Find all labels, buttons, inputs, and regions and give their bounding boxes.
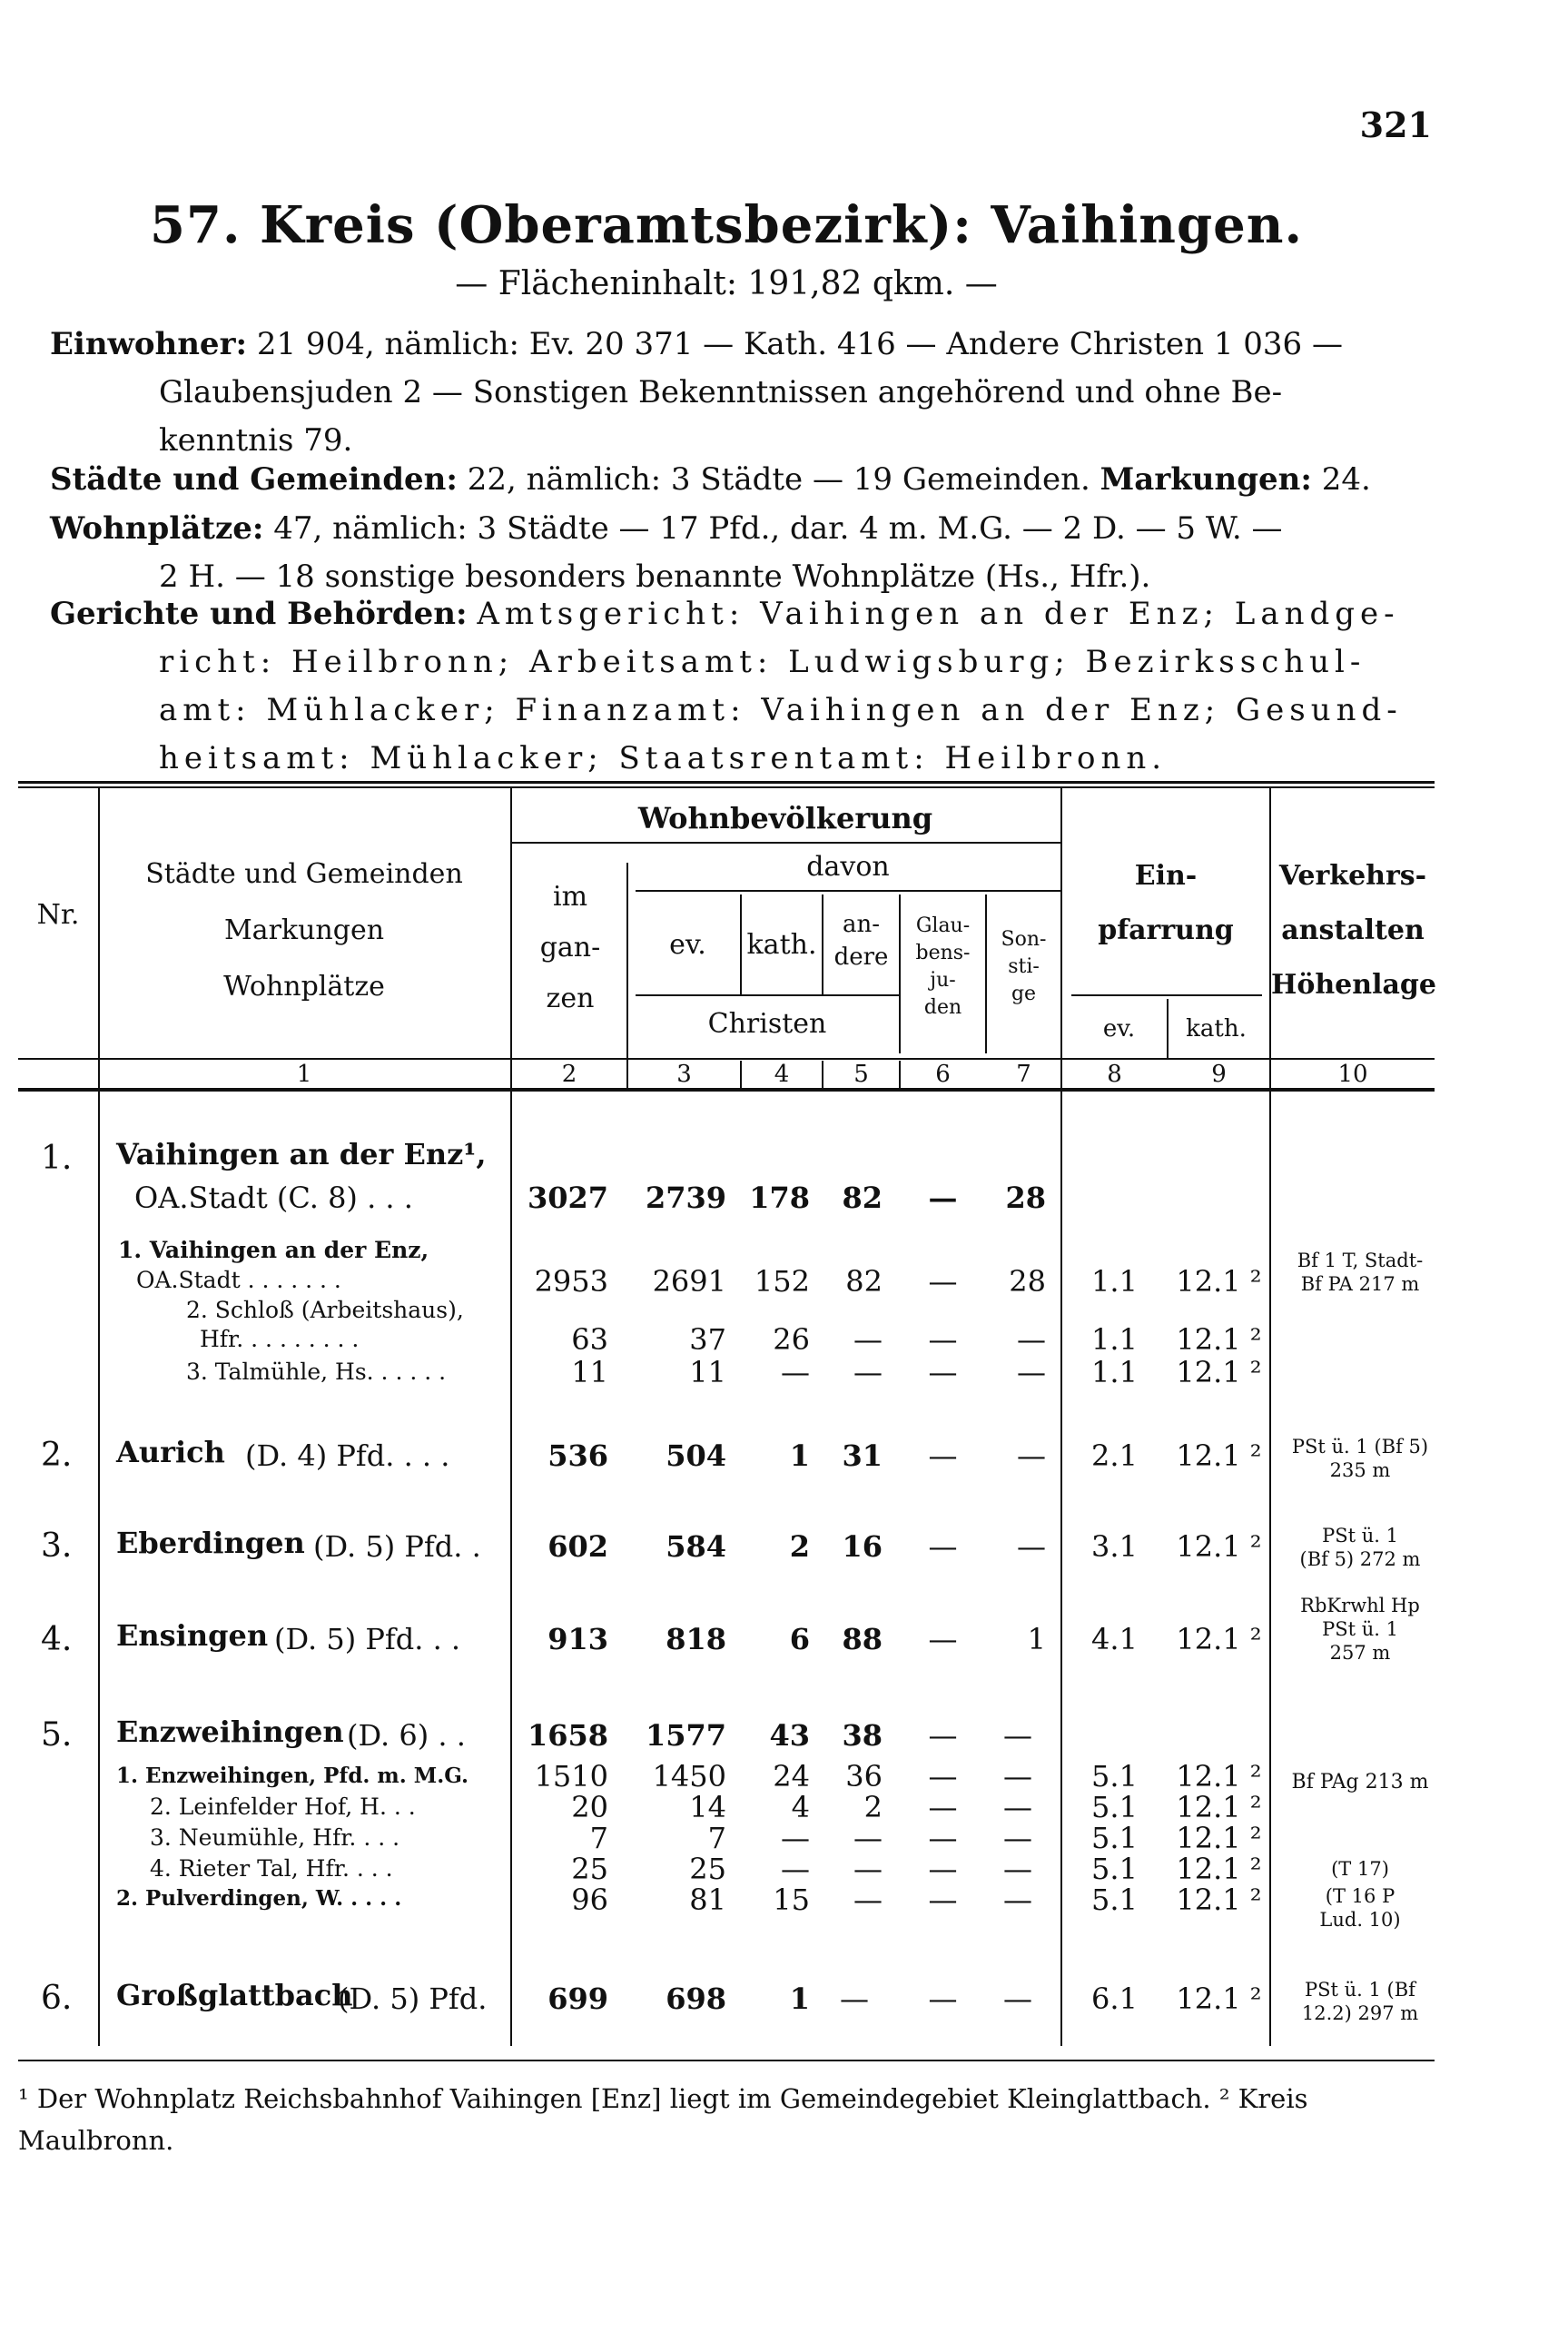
row-kath: 1: [789, 1438, 810, 1473]
header-davon: davon: [806, 851, 890, 883]
row-nr: 1.: [41, 1140, 73, 1177]
row-name: 1. Enzweihingen, Pfd. m. M.G.: [116, 1764, 469, 1788]
vline-sonst: [1060, 788, 1062, 2046]
row-juden: —: [928, 1322, 958, 1357]
row-ev: 698: [666, 1981, 726, 2016]
header-sonst-b: sti-: [1008, 955, 1040, 978]
header-einpf-b: pfarrung: [1098, 914, 1234, 946]
row-pf-kath: 12.1 ²: [1176, 1438, 1262, 1473]
row-sonst: —: [1003, 1790, 1032, 1824]
row-verk: (T 16 P: [1325, 1885, 1395, 1907]
header-ev: ev.: [669, 929, 706, 961]
row-kath: 4: [791, 1790, 810, 1824]
header-verk-c: Höhenlage: [1271, 969, 1436, 1001]
row-name: 4. Rieter Tal, Hfr. . . .: [150, 1855, 393, 1882]
header-col1: [100, 846, 508, 1015]
row-verk2: Bf PA 217 m: [1300, 1273, 1420, 1295]
row-sonst: —: [1017, 1322, 1046, 1357]
colnum-2: 2: [561, 1061, 577, 1088]
row-pf-kath: 12.1 ²: [1176, 1981, 1262, 2016]
row-andere: —: [853, 1355, 883, 1389]
colnum-9: 9: [1211, 1061, 1227, 1088]
row-pf-ev: 5.1: [1091, 1759, 1138, 1794]
row-andere: —: [853, 1821, 883, 1855]
row-verk: RbKrwhl Hp: [1300, 1595, 1420, 1616]
row-verk2: 235 m: [1329, 1459, 1391, 1481]
row-verk: Bf 1 T, Stadt-: [1297, 1250, 1424, 1271]
row-andere: 82: [842, 1181, 883, 1215]
staedte-paragraph: [50, 456, 1412, 504]
einwohner-line1: 21 904, nämlich: Ev. 20 371 — Kath. 416 — Andere Christen 1 036 —: [256, 326, 1343, 362]
row-sonst: —: [1017, 1355, 1046, 1389]
row-juden: —: [928, 1438, 958, 1473]
row-pf-ev: 1.1: [1091, 1322, 1138, 1357]
row-total: 20: [571, 1790, 608, 1824]
row-kath: 26: [773, 1322, 810, 1357]
row-name2: (D. 5) Pfd. .: [313, 1529, 481, 1564]
header-christen: Christen: [707, 1008, 827, 1040]
row-name: Enzweihingen: [116, 1715, 344, 1749]
row-verk: (T 17): [1331, 1858, 1389, 1880]
row-name2: (D. 5) Pfd. . .: [274, 1622, 461, 1656]
row-name: 2. Schloß (Arbeitshaus),: [186, 1297, 464, 1323]
einwohner-line2: Glaubensjuden 2 — Sonstigen Bekenntnissen angehörend und ohne Be-: [159, 374, 1283, 410]
row-ev: 81: [689, 1883, 726, 1917]
christen-top-rule: [636, 994, 899, 996]
row-verk2: PSt ü. 1: [1322, 1618, 1398, 1640]
row-verk: PSt ü. 1: [1322, 1525, 1398, 1547]
header-andere-b: dere: [833, 944, 889, 971]
row-nr: 3.: [41, 1527, 73, 1565]
row-name: 3. Talmühle, Hs. . . . . .: [186, 1359, 447, 1385]
row-juden: —: [928, 1883, 958, 1917]
row-total: 536: [547, 1438, 608, 1473]
row-ev: 2691: [652, 1264, 726, 1299]
header-col1-a: Städte und Gemeinden: [145, 858, 463, 890]
row-ev: 11: [689, 1355, 726, 1389]
einwohner-line3: kenntnis 79.: [159, 422, 353, 459]
row-kath: —: [781, 1852, 810, 1886]
row-name: 1. Vaihingen an der Enz,: [118, 1237, 429, 1263]
gerichte-line2: richt: Heilbronn; Arbeitsamt: Ludwigsburg; Bezirksschul-: [159, 644, 1366, 680]
row-ev: 14: [689, 1790, 726, 1824]
row-sonst: —: [1003, 1718, 1032, 1753]
row-juden: —: [928, 1181, 958, 1215]
row-total: 11: [571, 1355, 608, 1389]
row-verk3: 257 m: [1329, 1642, 1391, 1664]
row-name: Ensingen: [116, 1618, 269, 1653]
row-kath: —: [781, 1355, 810, 1389]
einpf-sub-rule: [1071, 994, 1262, 996]
row-verk: Bf PAg 213 m: [1291, 1771, 1429, 1794]
footnote-line1: ¹ Der Wohnplatz Reichsbahnhof Vaihingen [Enz] liegt im Gemeindegebiet Kleinglattbach. ² Kreis: [18, 2083, 1308, 2114]
footnotes: [18, 2078, 1453, 2161]
row-total: 913: [547, 1622, 608, 1656]
row-name2: OA.Stadt . . . . . . .: [136, 1267, 341, 1293]
row-kath: 1: [789, 1981, 810, 2016]
wohnplaetze-label: Wohnplätze:: [50, 510, 264, 547]
wohnbev-under-rule: [510, 842, 1060, 844]
row-kath: 178: [749, 1181, 810, 1215]
row-total: 96: [571, 1883, 608, 1917]
row-name: 2. Pulverdingen, W. . . . .: [116, 1886, 402, 1911]
table-top-rule-2: [18, 786, 1435, 788]
row-total: 2953: [534, 1264, 608, 1299]
row-andere: 82: [845, 1264, 883, 1299]
row-verk: PSt ü. 1 (Bf: [1305, 1979, 1415, 2001]
row-pf-ev: 4.1: [1091, 1622, 1138, 1656]
row-name2: (D. 5) Pfd.: [338, 1981, 488, 2016]
header-gj-a: Glau-: [915, 914, 971, 937]
row-andere: —: [840, 1981, 869, 2016]
row-juden: —: [928, 1529, 958, 1564]
header-im-ganzen: [516, 872, 625, 1024]
row-kath: 2: [789, 1529, 810, 1564]
row-pf-ev: 1.1: [1091, 1264, 1138, 1299]
row-nr: 2.: [41, 1437, 73, 1474]
header-glaubensjuden: [901, 913, 985, 1022]
row-sonst: —: [1017, 1529, 1046, 1564]
colnum-3: 3: [676, 1061, 692, 1088]
row-pf-kath: 12.1 ²: [1176, 1790, 1262, 1824]
header-wohnbev: Wohnbevölkerung: [637, 801, 933, 835]
row-name: Aurich: [116, 1435, 225, 1469]
row-pf-kath: 12.1 ²: [1176, 1759, 1262, 1794]
row-name: 3. Neumühle, Hfr. . . .: [150, 1824, 400, 1851]
row-name: Großglattbach: [116, 1978, 353, 2012]
area-subtitle: — Flächeninhalt: 191,82 qkm. —: [455, 265, 998, 302]
row-pf-ev: 1.1: [1091, 1355, 1138, 1389]
row-name: Vaihingen an der Enz¹,: [116, 1137, 487, 1171]
row-pf-ev: 5.1: [1091, 1821, 1138, 1855]
header-verk-a: Verkehrs-: [1278, 860, 1427, 892]
row-ev: 25: [689, 1852, 726, 1886]
row-kath: 6: [789, 1622, 810, 1656]
row-name2: (D. 4) Pfd. . . .: [245, 1438, 450, 1473]
row-ev: 37: [689, 1322, 726, 1357]
header-col1-c: Wohnplätze: [223, 971, 385, 1003]
header-col1-b: Markungen: [223, 914, 385, 946]
colnum-7: 7: [1016, 1061, 1031, 1088]
row-pf-kath: 12.1 ²: [1176, 1322, 1262, 1357]
row-kath: 15: [773, 1883, 810, 1917]
colnum-8: 8: [1107, 1061, 1122, 1088]
row-ev: 584: [666, 1529, 726, 1564]
row-verk2: (Bf 5) 272 m: [1299, 1548, 1421, 1570]
header-verk-b: anstalten: [1281, 914, 1425, 946]
row-juden: —: [928, 1355, 958, 1389]
row-juden: —: [928, 1821, 958, 1855]
row-sonst: 1: [1027, 1622, 1046, 1656]
row-juden: —: [928, 1622, 958, 1656]
colnum-5: 5: [853, 1061, 869, 1088]
header-verkehr: [1271, 849, 1435, 1013]
row-sonst: —: [1003, 1759, 1032, 1794]
row-sonst: —: [1003, 1981, 1032, 2016]
table-top-rule: [18, 781, 1435, 784]
header-einpf-ev: ev.: [1102, 1015, 1136, 1043]
page-title: 57. Kreis (Oberamtsbezirk): Vaihingen.: [150, 195, 1303, 255]
staedte-label: Städte und Gemeinden:: [50, 461, 458, 498]
row-pf-kath: 12.1 ²: [1176, 1852, 1262, 1886]
gerichte-label: Gerichte und Behörden:: [50, 596, 468, 632]
row-ev: 2739: [645, 1181, 726, 1215]
row-pf-ev: 5.1: [1091, 1883, 1138, 1917]
row-total: 1658: [527, 1718, 608, 1753]
header-gj-c: ju-: [930, 969, 956, 992]
wohnplaetze-line1: 47, nämlich: 3 Städte — 17 Pfd., dar. 4 m. M.G. — 2 D. — 5 W. —: [273, 510, 1283, 547]
row-ev: 1450: [652, 1759, 726, 1794]
staedte-text: 22, nämlich: 3 Städte — 19 Gemeinden.: [467, 461, 1090, 498]
header-gan: gan-: [539, 932, 601, 964]
row-total: 1510: [534, 1759, 608, 1794]
header-sonst-a: Son-: [1001, 928, 1047, 951]
row-kath: 152: [754, 1264, 810, 1299]
markungen-label: Markungen:: [1100, 461, 1312, 498]
row-andere: 36: [845, 1759, 883, 1794]
row-andere: 88: [842, 1622, 883, 1656]
header-andere: [823, 908, 899, 973]
header-im: im: [552, 881, 588, 913]
wohnplaetze-line2: 2 H. — 18 sonstige besonders benannte Wohnplätze (Hs., Hfr.).: [159, 558, 1151, 595]
header-gj-d: den: [923, 996, 962, 1019]
row-juden: —: [928, 1790, 958, 1824]
row-kath: 43: [769, 1718, 810, 1753]
row-andere: 31: [842, 1438, 883, 1473]
row-sonst: —: [1003, 1852, 1032, 1886]
header-andere-a: an-: [842, 911, 881, 938]
row-juden: —: [928, 1759, 958, 1794]
header-sonst-c: ge: [1011, 983, 1037, 1005]
row-total: 63: [571, 1322, 608, 1357]
gerichte-line1: Amtsgericht: Vaihingen an der Enz; Landge-: [477, 596, 1400, 632]
row-sonst: —: [1003, 1883, 1032, 1917]
row-ev: 504: [666, 1438, 726, 1473]
row-andere: —: [853, 1883, 883, 1917]
colnum-1: 1: [296, 1061, 312, 1088]
header-sonstige: [987, 926, 1060, 1008]
row-name2: OA.Stadt (C. 8) . . .: [134, 1181, 413, 1215]
header-zen: zen: [546, 983, 595, 1014]
row-sonst: 28: [1009, 1264, 1046, 1299]
row-verk: PSt ü. 1 (Bf 5): [1291, 1436, 1429, 1458]
row-nr: 6.: [41, 1980, 73, 2017]
row-name: 2. Leinfelder Hof, H. . .: [150, 1794, 416, 1820]
header-nr: Nr.: [36, 899, 80, 931]
row-pf-kath: 12.1 ²: [1176, 1355, 1262, 1389]
row-total: 602: [547, 1529, 608, 1564]
row-andere: 2: [863, 1790, 883, 1824]
row-pf-ev: 5.1: [1091, 1790, 1138, 1824]
row-kath: 24: [773, 1759, 810, 1794]
row-pf-kath: 12.1 ²: [1176, 1264, 1262, 1299]
row-sonst: —: [1017, 1438, 1046, 1473]
row-kath: —: [781, 1821, 810, 1855]
row-ev: 1577: [645, 1718, 726, 1753]
row-nr: 5.: [41, 1716, 73, 1754]
colnum-6: 6: [935, 1061, 951, 1088]
row-ev: 7: [707, 1821, 726, 1855]
row-sonst: 28: [1005, 1181, 1046, 1215]
row-total: 699: [547, 1981, 608, 2016]
row-name2: Hfr. . . . . . . . .: [200, 1326, 360, 1352]
row-nr: 4.: [41, 1621, 73, 1658]
row-pf-kath: 12.1 ²: [1176, 1883, 1262, 1917]
vline-name: [510, 788, 512, 2046]
row-total: 25: [571, 1852, 608, 1886]
row-pf-ev: 2.1: [1091, 1438, 1138, 1473]
einwohner-paragraph: [50, 321, 1412, 465]
row-ev: 818: [666, 1622, 726, 1656]
row-pf-kath: 12.1 ²: [1176, 1821, 1262, 1855]
markungen-value: 24.: [1321, 461, 1371, 498]
row-verk2: Lud. 10): [1319, 1909, 1401, 1931]
row-pf-ev: 3.1: [1091, 1529, 1138, 1564]
davon-under-rule: [636, 890, 1060, 892]
row-pf-kath: 12.1 ²: [1176, 1529, 1262, 1564]
gerichte-paragraph: [50, 590, 1412, 783]
row-total: 7: [589, 1821, 608, 1855]
row-pf-ev: 6.1: [1091, 1981, 1138, 2016]
row-juden: —: [928, 1264, 958, 1299]
colnum-10: 10: [1337, 1061, 1368, 1088]
row-verk2: 12.2) 297 m: [1301, 2002, 1419, 2024]
colnum-4: 4: [774, 1061, 790, 1088]
row-name2: (D. 6) . .: [347, 1718, 466, 1753]
einwohner-label: Einwohner:: [50, 326, 248, 362]
header-einpf-kath: kath.: [1186, 1015, 1247, 1043]
gerichte-line3: amt: Mühlacker; Finanzamt: Vaihingen an der Enz; Gesund-: [159, 692, 1403, 728]
row-andere: —: [853, 1322, 883, 1357]
row-juden: —: [928, 1981, 958, 2016]
gerichte-line4: heitsamt: Mühlacker; Staatsrentamt: Heilbronn.: [159, 740, 1168, 776]
row-pf-ev: 5.1: [1091, 1852, 1138, 1886]
header-kath: kath.: [746, 929, 817, 961]
row-andere: 38: [842, 1718, 883, 1753]
header-einpf-a: Ein-: [1134, 860, 1198, 892]
row-name: Eberdingen: [116, 1526, 305, 1560]
row-pf-kath: 12.1 ²: [1176, 1622, 1262, 1656]
row-juden: —: [928, 1718, 958, 1753]
page-number: 321: [1359, 104, 1432, 145]
footnote-line2: Maulbronn.: [18, 2125, 174, 2156]
wohnplaetze-paragraph: [50, 505, 1412, 601]
footnote-rule: [18, 2060, 1435, 2061]
row-sonst: —: [1003, 1821, 1032, 1855]
row-andere: 16: [842, 1529, 883, 1564]
header-einpfarrung: [1062, 849, 1269, 958]
row-juden: —: [928, 1852, 958, 1886]
row-total: 3027: [527, 1181, 608, 1215]
row-andere: —: [853, 1852, 883, 1886]
header-gj-b: bens-: [915, 942, 971, 964]
